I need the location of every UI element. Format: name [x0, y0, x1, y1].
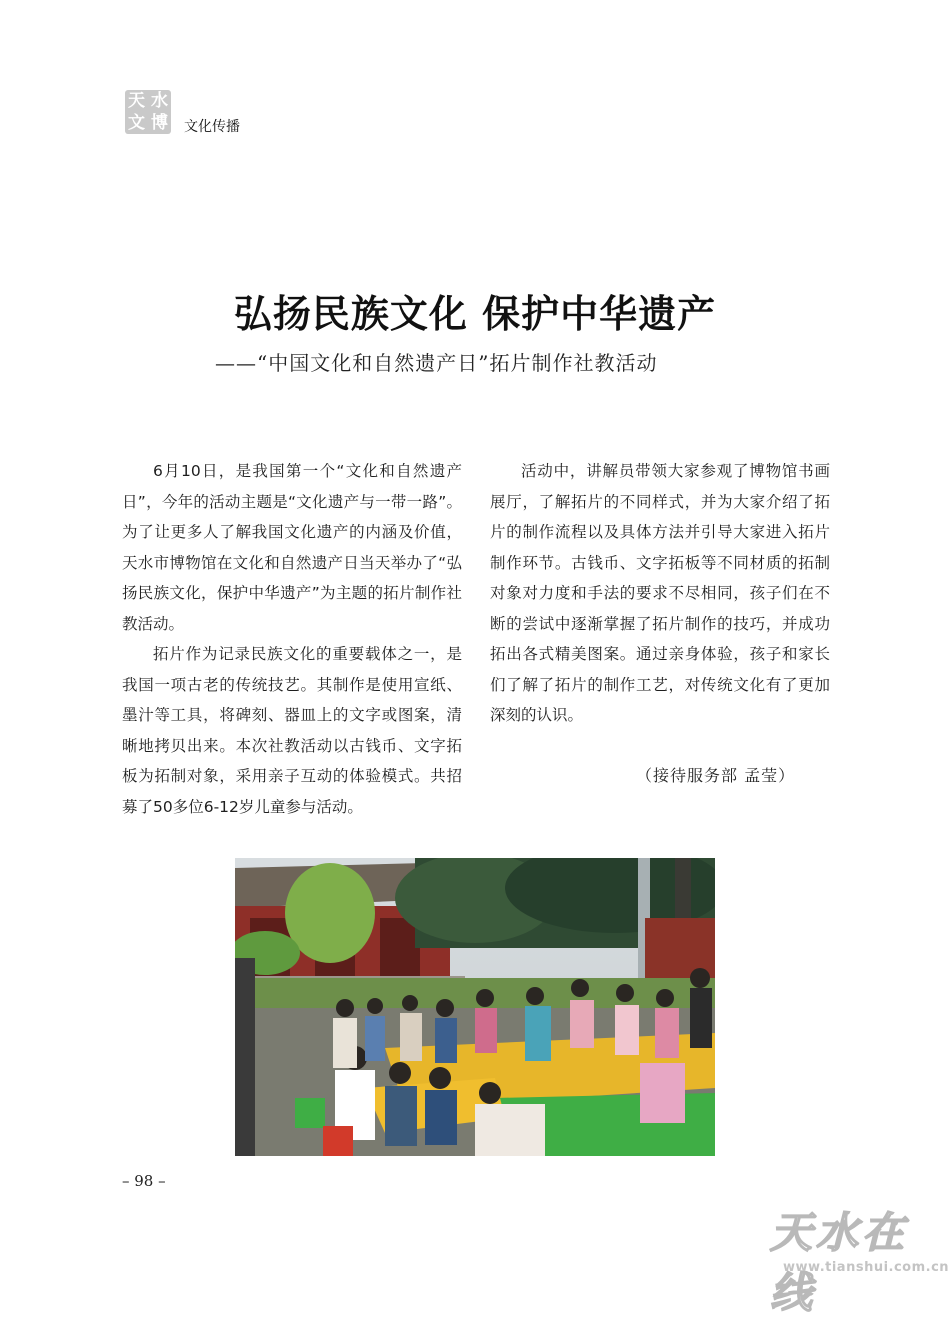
- logo-char: 博: [151, 112, 168, 133]
- watermark-brand: 天水在线: [770, 1208, 909, 1317]
- paragraph: 拓片作为记录民族文化的重要载体之一，是我国一项古老的传统技艺。其制作是使用宣纸、墨汁等工具，将碑刻、器皿上的文字或图案，清晰地拷贝出来。本次社教活动以古钱币、文字拓板为拓制对象，采用亲子互动的体验模式。共招募了50多位6-12岁儿童参与活动。: [122, 645, 462, 816]
- right-column: [490, 456, 830, 731]
- event-photo: [235, 858, 715, 1156]
- watermark-url: www.tianshui.com.cn: [783, 1260, 950, 1275]
- paragraph: 活动中，讲解员带领大家参观了博物馆书画展厅，了解拓片的不同样式，并为大家介绍了拓片的制作流程以及具体方法并引导大家进入拓片制作环节。古钱币、文字拓板等不同材质的拓制对象对力度和手法的要求不尽相同，孩子们在不断的尝试中逐渐掌握了拓片制作的技巧，并成功拓出各式精美图案。通过亲身体验，孩子和家长们了解了拓片的制作工艺，对传统文化有了更加深刻的认识。: [490, 462, 830, 724]
- article-title: 弘扬民族文化 保护中华遗产: [233, 292, 717, 336]
- logo-char: 水: [151, 90, 168, 111]
- logo-char: 天: [128, 90, 145, 111]
- magazine-logo: [125, 90, 171, 134]
- page-number: – 98 –: [122, 1172, 166, 1190]
- logo-char: 文: [128, 112, 145, 133]
- paragraph: 6月10日，是我国第一个“文化和自然遗产日”，今年的活动主题是“文化遗产与一带一路”。为了让更多人了解我国文化遗产的内涵及价值，天水市博物馆在文化和自然遗产日当天举办了“弘扬民族文化，保护中华遗产”为主题的拓片制作社教活动。: [122, 462, 462, 633]
- section-label: 文化传播: [184, 119, 240, 135]
- article-subtitle: ——“中国文化和自然遗产日”拓片制作社教活动: [215, 351, 658, 375]
- author-credit: （接待服务部 孟莹）: [636, 766, 796, 785]
- left-column: [122, 456, 462, 822]
